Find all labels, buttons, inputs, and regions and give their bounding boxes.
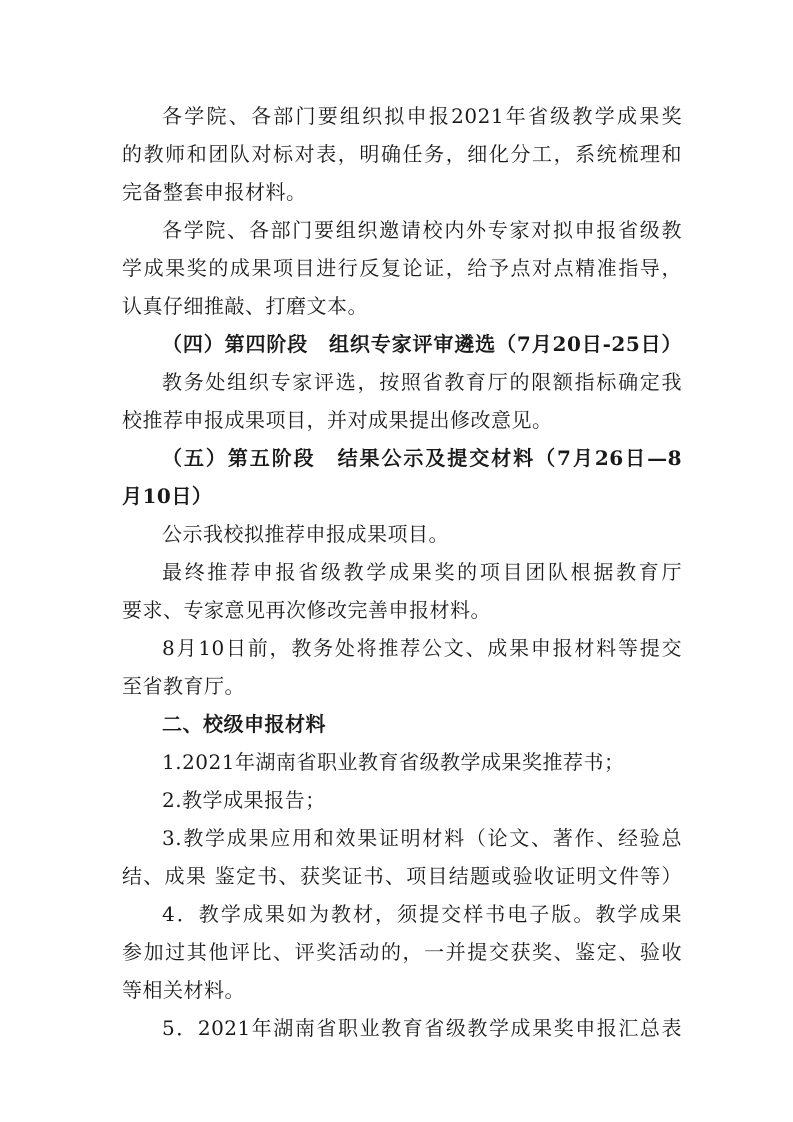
para-3-line-2: 校推荐申报成果项目，并对成果提出修改意见。 [122, 408, 553, 432]
list-item-3-line-1: 3.教学成果应用和效果证明材料（论文、著作、经验总 [162, 826, 682, 850]
heading-section-2: 二、校级申报材料 [162, 712, 326, 736]
para-4-line-1: 公示我校拟推荐申报成果项目。 [162, 522, 449, 546]
para-5-line-2: 要求、专家意见再次修改完善申报材料。 [122, 598, 491, 622]
para-3-line-1: 教务处组织专家评选，按照省教育厅的限额指标确定我 [162, 370, 682, 394]
list-item-5-line-1: 5．2021年湖南省职业教育省级教学成果奖申报汇总表 [162, 1016, 682, 1040]
para-2-line-1: 各学院、各部门要组织邀请校内外专家对拟申报省级教 [162, 218, 682, 242]
list-item-4-line-3: 等相关材料。 [122, 978, 245, 1002]
list-item-1: 1.2021年湖南省职业教育省级教学成果奖推荐书； [162, 750, 625, 774]
list-item-4-line-2: 参加过其他评比、评奖活动的，一并提交获奖、鉴定、验收 [122, 940, 682, 964]
para-6-line-2: 至省教育厅。 [122, 674, 245, 698]
heading-stage-4: （四）第四阶段 组织专家评审遴选（7月20日-25日） [162, 332, 682, 356]
list-item-4-line-1: 4．教学成果如为教材，须提交样书电子版。教学成果 [162, 902, 682, 926]
list-item-2: 2.教学成果报告； [162, 788, 326, 812]
list-item-3-line-2: 结、成果 鉴定书、获奖证书、项目结题或验收证明文件等） [122, 864, 682, 888]
para-2-line-3: 认真仔细推敲、打磨文本。 [122, 294, 368, 318]
para-1-line-3: 完备整套申报材料。 [122, 180, 307, 204]
para-2-line-2: 学成果奖的成果项目进行反复论证，给予点对点精准指导， [122, 256, 682, 280]
para-5-line-1: 最终推荐申报省级教学成果奖的项目团队根据教育厅 [162, 560, 682, 584]
para-1-line-2: 的教师和团队对标对表，明确任务，细化分工，系统梳理和 [122, 142, 682, 166]
para-1-line-1: 各学院、各部门要组织拟申报2021年省级教学成果奖 [162, 104, 682, 128]
heading-stage-5-line-2: 月10日） [122, 484, 213, 508]
para-6-line-1: 8月10日前，教务处将推荐公文、成果申报材料等提交 [162, 636, 682, 660]
heading-stage-5-line-1: （五）第五阶段 结果公示及提交材料（7月26日—8 [162, 446, 682, 470]
